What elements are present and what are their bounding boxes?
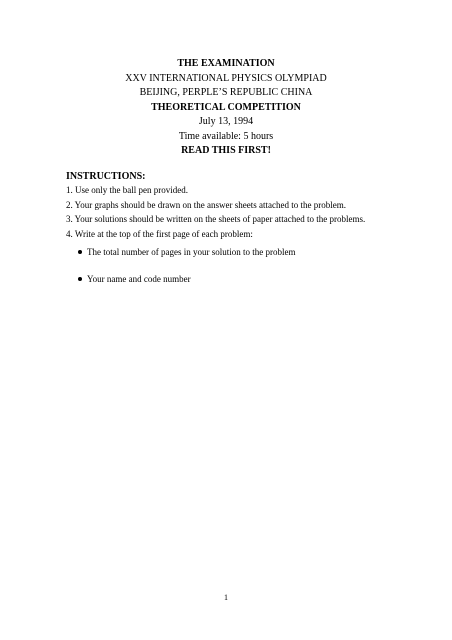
header-location: BEIJING, PERPLE’S REPUBLIC CHINA [139,87,313,98]
instructions-heading: INSTRUCTIONS: [66,171,146,182]
page-number: 1 [224,593,228,602]
header-date: July 13, 1994 [198,116,254,127]
document-header [0,57,452,159]
bullet-icon [78,250,82,254]
bullet-text: Your name and code number [87,274,191,284]
header-time-available: Time available: 5 hours [178,130,274,142]
bullet-item [78,272,295,286]
header-title: THE EXAMINATION [177,58,275,69]
header-competition-type: THEORETICAL COMPETITION [151,101,301,113]
instructions-list [66,183,365,241]
header-read-first: READ THIS FIRST! [181,145,271,156]
bullet-item [78,245,295,259]
instruction-item: 3. Your solutions should be written on the sheets of paper attached to the problems. [66,214,366,224]
instruction-item: 4. Write at the top of the first page of each problem: [66,228,253,239]
header-olympiad-name: XXV INTERNATIONAL PHYSICS OLYMPIAD [125,72,327,84]
instruction-item: 1. Use only the ball pen provided. [66,185,188,195]
instruction-bullet-list [78,245,295,286]
bullet-icon [78,277,82,281]
instruction-item: 2. Your graphs should be drawn on the answer sheets attached to the problem. [66,199,346,210]
bullet-text: The total number of pages in your solution to the problem [87,247,296,257]
